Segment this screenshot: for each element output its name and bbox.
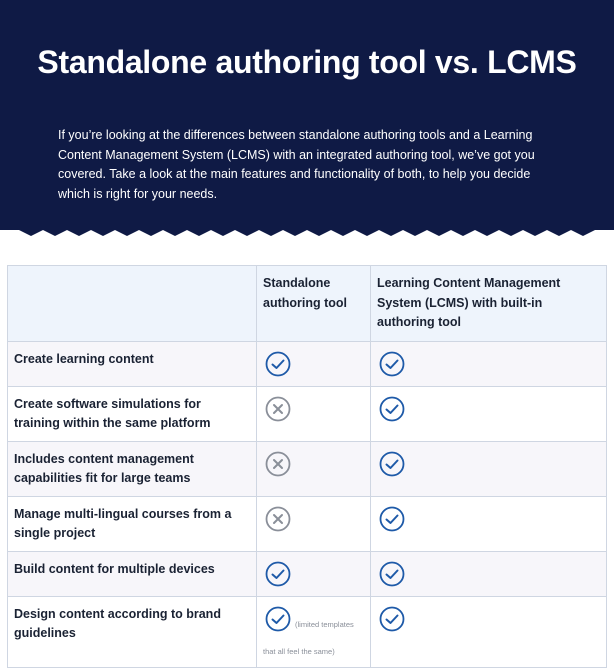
lcms-cell	[371, 496, 607, 551]
lcms-cell	[371, 551, 607, 596]
hero-banner	[0, 0, 614, 240]
feature-label: Design content according to brand guidelines	[8, 596, 257, 667]
feature-label: Create software simulations for training within the same platform	[8, 386, 257, 441]
table-row	[8, 496, 607, 551]
lcms-cell	[371, 596, 607, 667]
hero-background	[0, 0, 614, 240]
comparison-table	[7, 265, 607, 668]
table-row	[8, 596, 607, 667]
check-circle-icon	[379, 351, 405, 377]
standalone-cell	[257, 386, 371, 441]
table-row	[8, 551, 607, 596]
cross-circle-icon	[265, 451, 291, 477]
header-empty-cell	[8, 266, 257, 342]
check-circle-icon	[379, 606, 405, 632]
feature-label: Build content for multiple devices	[8, 551, 257, 596]
check-circle-icon	[265, 561, 291, 587]
standalone-cell	[257, 341, 371, 386]
lcms-cell	[371, 441, 607, 496]
standalone-cell	[257, 441, 371, 496]
standalone-cell	[257, 596, 371, 667]
feature-label: Manage multi-lingual courses from a single project	[8, 496, 257, 551]
feature-label: Includes content management capabilities fit for large teams	[8, 441, 257, 496]
table-row	[8, 341, 607, 386]
lcms-cell	[371, 341, 607, 386]
column-header-lcms: Learning Content Management System (LCMS) with built-in authoring tool	[371, 266, 607, 342]
table-row	[8, 386, 607, 441]
table-header-row	[8, 266, 607, 342]
check-circle-icon	[379, 451, 405, 477]
feature-label: Create learning content	[8, 341, 257, 386]
check-circle-icon	[379, 561, 405, 587]
standalone-cell	[257, 496, 371, 551]
table-row	[8, 441, 607, 496]
intro-paragraph: If you’re looking at the differences between standalone authoring tools and a Learning Content Management System (LCMS) with an integrated authoring tool, we’ve got you covered. Take a look at the main features and functionality of both, to help you decide which is right for your needs.	[58, 128, 535, 201]
check-circle-icon	[379, 506, 405, 532]
check-circle-icon	[265, 351, 291, 377]
column-header-standalone: Standalone authoring tool	[257, 266, 371, 342]
standalone-cell	[257, 551, 371, 596]
lcms-cell	[371, 386, 607, 441]
check-circle-icon	[265, 606, 291, 632]
limited-templates-note-continued: that all feel the same)	[263, 646, 335, 656]
limited-templates-note: (limited templates	[295, 619, 354, 629]
cross-circle-icon	[265, 396, 291, 422]
page-title: Standalone authoring tool vs. LCMS	[37, 44, 577, 80]
check-circle-icon	[379, 396, 405, 422]
cross-circle-icon	[265, 506, 291, 532]
